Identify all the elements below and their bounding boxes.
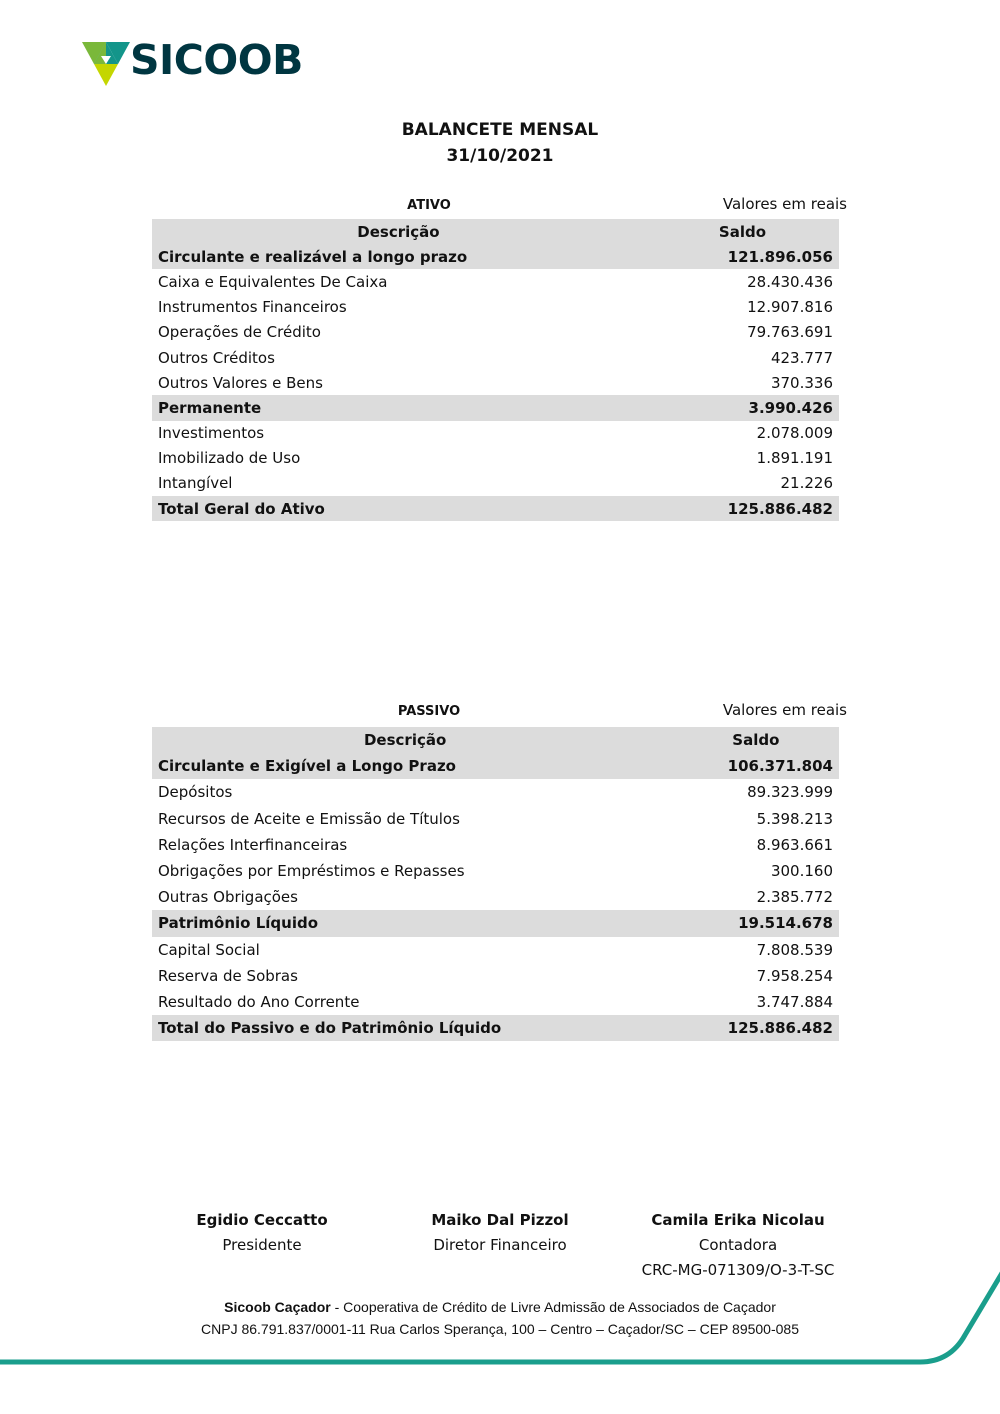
row-balance: 19.514.678 (664, 910, 839, 936)
column-header-description: Descrição (152, 219, 651, 244)
column-header-balance: Saldo (651, 219, 839, 244)
group-row (152, 244, 839, 269)
row-description: Recursos de Aceite e Emissão de Títulos (158, 809, 460, 828)
group-row (152, 1015, 839, 1041)
row-description: Patrimônio Líquido (152, 910, 664, 936)
row-balance: 79.763.691 (747, 323, 833, 342)
row-description: Obrigações por Empréstimos e Repasses (158, 862, 465, 881)
row-description: Investimentos (158, 424, 265, 443)
table-row (152, 937, 839, 963)
footer-org-name: Sicoob Caçador (224, 1299, 331, 1315)
row-balance: 21.226 (780, 474, 833, 493)
row-balance: 106.371.804 (664, 753, 839, 779)
row-description: Outros Valores e Bens (158, 373, 323, 392)
row-description: Resultado do Ano Corrente (158, 992, 360, 1011)
signatory-registration: CRC-MG-071309/O-3-T-SC (641, 1261, 835, 1279)
table-header-row (152, 219, 839, 244)
row-description: Total do Passivo e do Patrimônio Líquido (152, 1015, 664, 1041)
signatory-role: Presidente (222, 1236, 302, 1254)
row-description: Operações de Crédito (158, 323, 321, 342)
row-balance: 423.777 (770, 348, 833, 367)
row-description: Circulante e realizável a longo prazo (152, 244, 651, 269)
row-balance: 3.990.426 (651, 395, 839, 420)
signature-president (142, 1208, 382, 1258)
table-row (152, 806, 839, 832)
brand-name: SICOOB (130, 36, 303, 84)
row-balance: 7.808.539 (756, 940, 833, 959)
passivo-section-label: PASSIVO (397, 704, 461, 719)
column-header-balance: Saldo (664, 727, 839, 753)
passivo-table (152, 727, 839, 1041)
signatory-role: Diretor Financeiro (433, 1236, 567, 1254)
group-row (152, 496, 839, 521)
table-row (152, 989, 839, 1015)
passivo-units-label: Valores em reais (722, 701, 847, 719)
signatory-name: Egidio Ceccatto (196, 1211, 328, 1229)
table-row (152, 884, 839, 910)
row-balance: 125.886.482 (651, 496, 839, 521)
row-description: Circulante e Exigível a Longo Prazo (152, 753, 664, 779)
footer-org-desc: - Cooperativa de Crédito de Livre Admissão de Associados de Caçador (330, 1299, 776, 1315)
footer-address: CNPJ 86.791.837/0001-11 Rua Carlos Sperança, 100 – Centro – Caçador/SC – CEP 89500-085 (201, 1321, 799, 1337)
table-row (152, 471, 839, 496)
row-balance: 370.336 (770, 373, 833, 392)
row-balance: 7.958.254 (756, 966, 833, 985)
signature-financial-director (380, 1208, 620, 1258)
ativo-table (152, 219, 839, 521)
signatory-name: Camila Erika Nicolau (651, 1211, 825, 1229)
row-description: Imobilizado de Uso (158, 449, 301, 468)
signatory-name: Maiko Dal Pizzol (431, 1211, 569, 1229)
table-row (152, 446, 839, 471)
table-row (152, 963, 839, 989)
row-description: Outras Obrigações (158, 888, 298, 907)
row-balance: 300.160 (770, 862, 833, 881)
row-balance: 3.747.884 (756, 992, 833, 1011)
table-row (152, 320, 839, 345)
row-description: Total Geral do Ativo (152, 496, 651, 521)
row-balance: 2.078.009 (756, 424, 833, 443)
row-balance: 28.430.436 (747, 272, 833, 291)
sicoob-logo (82, 36, 303, 90)
table-row (152, 370, 839, 395)
row-description: Capital Social (158, 940, 260, 959)
group-row (152, 395, 839, 420)
row-balance: 5.398.213 (756, 809, 833, 828)
report-date: 31/10/2021 (446, 146, 554, 166)
row-balance: 2.385.772 (756, 888, 833, 907)
table-row (152, 832, 839, 858)
row-description: Permanente (152, 395, 651, 420)
group-row (152, 753, 839, 779)
table-row (152, 858, 839, 884)
table-row (152, 779, 839, 805)
column-header-description: Descrição (152, 727, 664, 753)
row-description: Caixa e Equivalentes De Caixa (158, 272, 388, 291)
sicoob-triangle-icon (82, 42, 130, 88)
row-description: Reserva de Sobras (158, 966, 298, 985)
row-balance: 125.886.482 (664, 1015, 839, 1041)
row-balance: 12.907.816 (747, 298, 833, 317)
table-header-row (152, 727, 839, 753)
row-balance: 89.323.999 (747, 783, 833, 802)
decorative-swoosh-line (0, 1260, 1000, 1380)
signatory-role: Contadora (698, 1236, 778, 1254)
row-balance: 8.963.661 (756, 835, 833, 854)
table-row (152, 345, 839, 370)
table-row (152, 295, 839, 320)
row-balance: 1.891.191 (756, 449, 833, 468)
row-description: Intangível (158, 474, 233, 493)
row-description: Depósitos (158, 783, 233, 802)
row-description: Outros Créditos (158, 348, 275, 367)
row-description: Relações Interfinanceiras (158, 835, 348, 854)
table-row (152, 421, 839, 446)
row-balance: 121.896.056 (651, 244, 839, 269)
table-row (152, 269, 839, 294)
group-row (152, 910, 839, 936)
report-title: BALANCETE MENSAL (401, 120, 599, 140)
row-description: Instrumentos Financeiros (158, 298, 347, 317)
ativo-section-label: ATIVO (407, 198, 451, 213)
ativo-units-label: Valores em reais (722, 195, 847, 213)
